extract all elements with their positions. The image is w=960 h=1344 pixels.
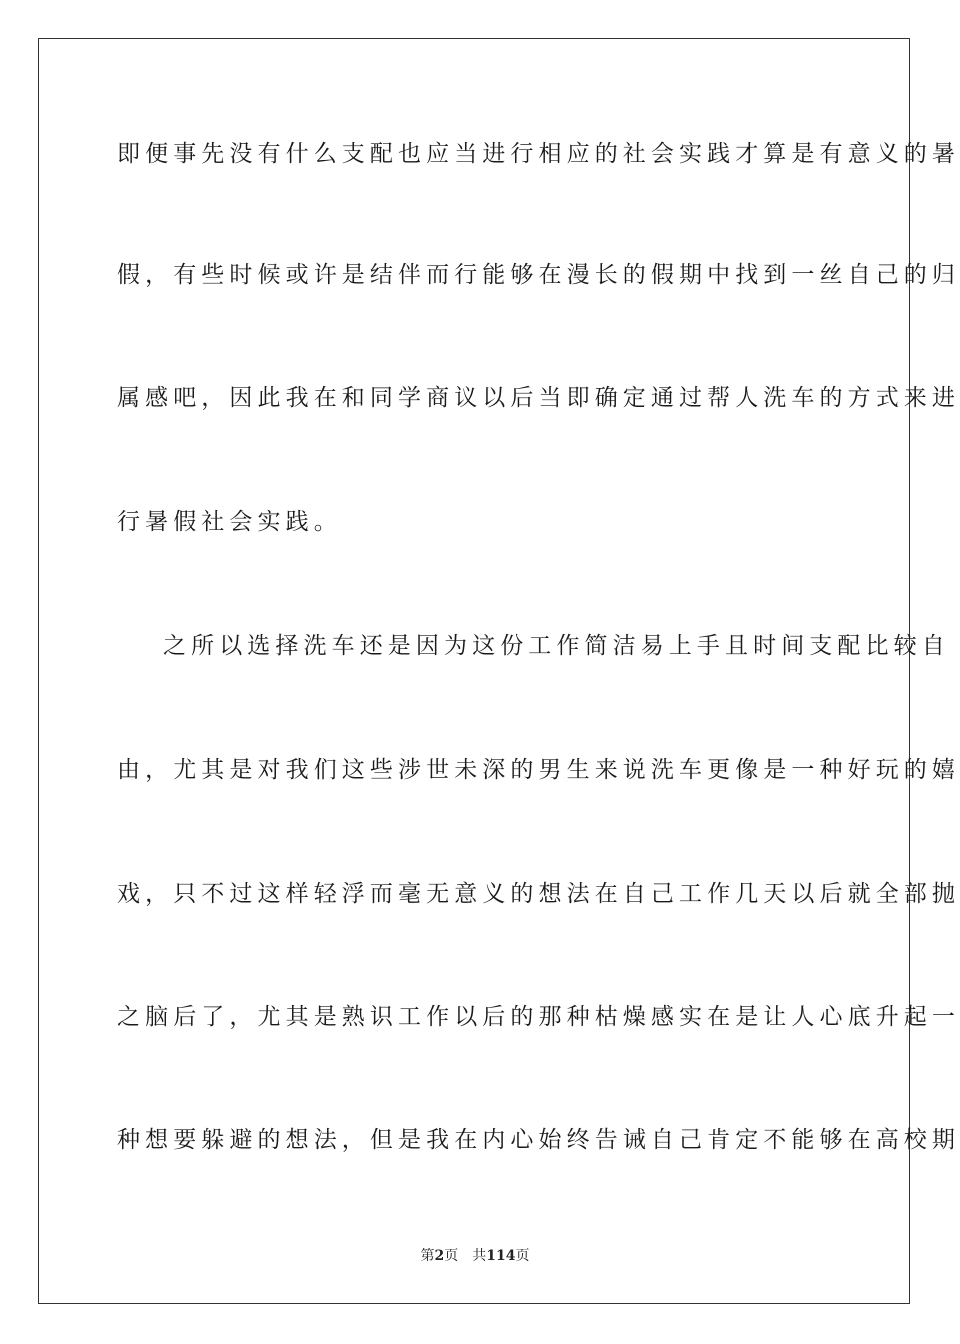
- page-suffix: 页: [444, 1248, 459, 1264]
- total-suffix: 页: [515, 1248, 530, 1264]
- text-line-1: 即便事先没有什么支配也应当进行相应的社会实践才算是有意义的暑: [117, 141, 960, 167]
- text-line-5: 之所以选择洗车还是因为这份工作简洁易上手且时间支配比较自: [163, 633, 950, 659]
- text-line-7: 戏，只不过这样轻浮而毫无意义的想法在自己工作几天以后就全部抛: [117, 881, 960, 907]
- text-line-8: 之脑后了，尤其是熟识工作以后的那种枯燥感实在是让人心底升起一: [117, 1004, 960, 1030]
- text-line-9: 种想要躲避的想法，但是我在内心始终告诫自己肯定不能够在高校期: [117, 1127, 960, 1153]
- page-footer: [0, 1246, 950, 1266]
- text-line-2: 假，有些时候或许是结伴而行能够在漫长的假期中找到一丝自己的归: [117, 262, 960, 288]
- text-line-3: 属感吧，因此我在和同学商议以后当即确定通过帮人洗车的方式来进: [117, 385, 960, 411]
- page-number: 2: [434, 1248, 445, 1264]
- page-prefix: 第: [420, 1248, 435, 1264]
- total-prefix: 共: [472, 1248, 487, 1264]
- total-pages: 114: [486, 1248, 516, 1264]
- text-line-4: 行暑假社会实践。: [117, 509, 342, 535]
- text-line-6: 由，尤其是对我们这些涉世未深的男生来说洗车更像是一种好玩的嬉: [117, 757, 960, 783]
- page-border: [38, 38, 960, 1304]
